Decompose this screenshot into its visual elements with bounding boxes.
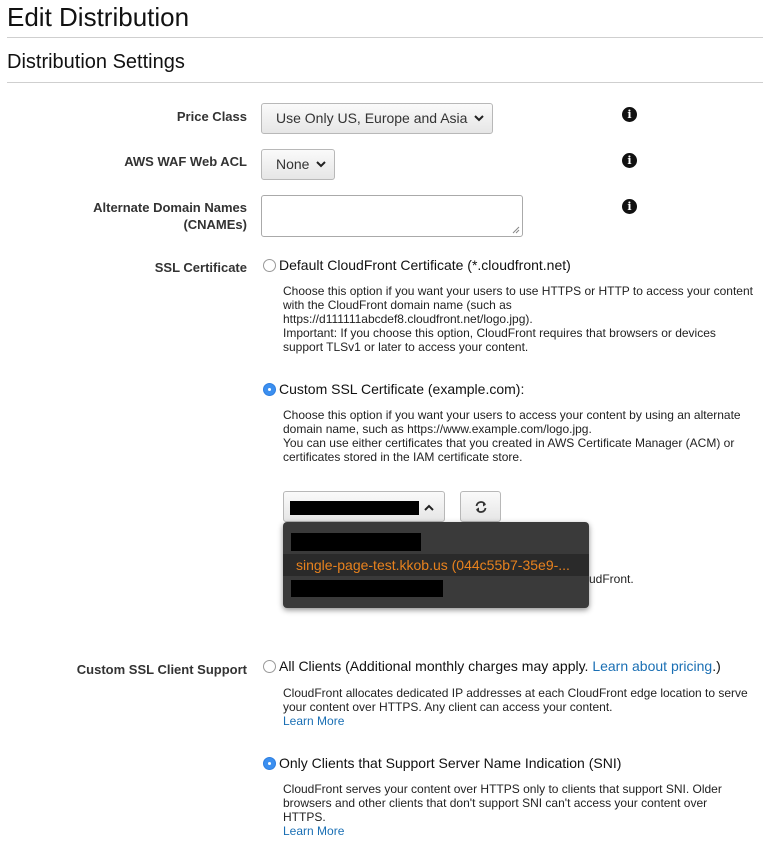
radio-all-clients[interactable]: [263, 660, 276, 673]
radio-default[interactable]: [263, 259, 276, 272]
sni-label: Only Clients that Support Server Name Indication (SNI): [279, 755, 622, 771]
refresh-button[interactable]: [460, 491, 501, 522]
desc-line: domain name, such as https://www.example.com/logo.jpg.: [283, 422, 592, 436]
price-class-label: Price Class: [176, 109, 247, 124]
client-support-label: Custom SSL Client Support: [76, 662, 247, 677]
ssl-label: SSL Certificate: [154, 260, 247, 275]
info-icon[interactable]: i: [622, 107, 637, 122]
waf-select[interactable]: [261, 149, 335, 180]
all-clients-option[interactable]: [263, 658, 721, 674]
desc-line: Choose this option if you want your users to use HTTPS or HTTP to access your content: [283, 284, 753, 298]
redacted-value: [290, 501, 419, 515]
section-title: Distribution Settings: [7, 51, 185, 73]
waf-value: None: [276, 156, 310, 172]
sni-desc: [283, 782, 753, 838]
all-clients-desc: [283, 686, 753, 728]
desc-line: support TLSv1 or later to access your content.: [283, 340, 529, 354]
learn-about-pricing-link[interactable]: Learn about pricing: [592, 658, 713, 674]
chevron-up-icon: [424, 504, 434, 511]
refresh-icon: [474, 500, 488, 514]
desc-line: https://d111111abcdef8.cloudfront.net/logo.jpg).: [283, 312, 533, 326]
desc-line: browsers and other clients that don't support SNI can't access your content over: [283, 796, 708, 810]
ssl-default-option[interactable]: [263, 257, 571, 273]
learn-more-link[interactable]: Learn More: [283, 824, 345, 838]
desc-line: Choose this option if you want your users to access your content by using an alternate: [283, 408, 741, 422]
desc-line: certificates stored in the IAM certificate store.: [283, 450, 523, 464]
desc-line: HTTPS.: [283, 810, 326, 824]
radio-custom-selected[interactable]: [263, 383, 276, 396]
ssl-custom-label: Custom SSL Certificate (example.com):: [279, 381, 525, 397]
ssl-custom-desc: [283, 408, 753, 464]
cnames-label-line2: (CNAMEs): [183, 217, 247, 232]
desc-line: your content over HTTPS. Any client can access your content.: [283, 700, 613, 714]
desc-line: Important: If you choose this option, CloudFront requires that browsers or devices: [283, 326, 716, 340]
desc-line: CloudFront serves your content over HTTPS only to clients that support SNI. Older: [283, 782, 722, 796]
ssl-default-desc: [283, 284, 753, 354]
certificate-dropdown[interactable]: [283, 522, 589, 608]
desc-line: CloudFront allocates dedicated IP addresses at each CloudFront edge location to serve: [283, 686, 748, 700]
title-divider: [7, 37, 763, 38]
sni-option[interactable]: [263, 755, 621, 771]
price-class-value: Use Only US, Europe and Asia: [276, 110, 468, 126]
certificate-select[interactable]: [283, 491, 445, 522]
cnames-label: [93, 199, 247, 233]
ssl-default-label: Default CloudFront Certificate (*.cloudfront.net): [279, 257, 571, 273]
price-class-select[interactable]: [261, 103, 493, 134]
dropdown-option-redacted[interactable]: [291, 533, 421, 551]
section-divider: [7, 82, 763, 83]
dropdown-option-redacted[interactable]: [291, 580, 443, 597]
cnames-textarea[interactable]: [261, 195, 523, 237]
chevron-down-icon: [474, 115, 484, 122]
info-icon[interactable]: i: [622, 199, 637, 214]
waf-label: AWS WAF Web ACL: [124, 154, 247, 169]
all-clients-close: .): [712, 658, 721, 674]
hidden-trailing-text: udFront.: [589, 572, 634, 586]
radio-sni-selected[interactable]: [263, 757, 276, 770]
page-title: Edit Distribution: [7, 2, 190, 32]
learn-more-link[interactable]: Learn More: [283, 714, 345, 728]
cnames-label-line1: Alternate Domain Names: [93, 200, 247, 215]
info-icon[interactable]: i: [622, 153, 637, 168]
ssl-custom-option[interactable]: [263, 381, 524, 397]
dropdown-option-single-page-test[interactable]: single-page-test.kkob.us (044c55b7-35e9-...: [296, 557, 570, 573]
all-clients-label: All Clients (Additional monthly charges may apply.: [279, 658, 589, 674]
desc-line: with the CloudFront domain name (such as: [283, 298, 512, 312]
chevron-down-icon: [316, 161, 326, 168]
desc-line: You can use either certificates that you created in AWS Certificate Manager (ACM) or: [283, 436, 735, 450]
resize-handle-icon[interactable]: [512, 226, 520, 234]
